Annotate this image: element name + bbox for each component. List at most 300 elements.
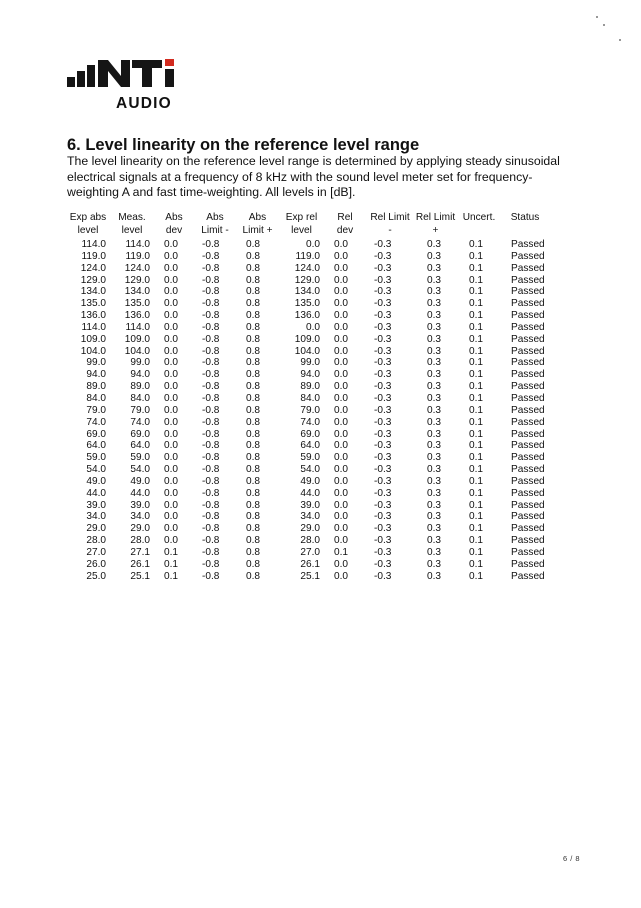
logo-subtext: AUDIO [116,95,172,112]
cell-abs-limit-plus: 0.8 [246,250,261,262]
cell-meas-level: 89.0 [130,381,150,393]
cell-rel-dev: 0.0 [334,369,349,381]
cell-meas-level: 79.0 [130,404,150,416]
cell-rel-limit-minus: -0.3 [374,392,392,404]
table-row [66,334,549,346]
cell-abs-dev: 0.0 [164,535,179,547]
cell-exp-abs-level: 114.0 [81,239,106,250]
cell-abs-dev: 0.0 [164,262,179,274]
cell-exp-abs-level: 25.0 [86,570,106,582]
cell-rel-limit-plus: 0.3 [427,440,442,452]
cell-meas-level: 29.0 [130,523,150,535]
cell-abs-dev: 0.0 [164,286,179,298]
cell-abs-limit-minus: -0.8 [202,310,220,322]
cell-rel-limit-minus: -0.3 [374,286,392,298]
header-rel-dev: Rel dev [336,212,354,236]
cell-abs-dev: 0.0 [164,404,179,416]
cell-uncert: 0.1 [469,274,484,286]
cell-rel-dev: 0.0 [334,298,349,310]
cell-rel-limit-plus: 0.3 [427,321,442,333]
cell-exp-rel-level: 26.1 [300,558,320,570]
cell-status: Passed [511,416,545,428]
table-row [66,263,549,275]
cell-abs-dev: 0.0 [164,499,179,511]
cell-abs-limit-plus: 0.8 [246,286,261,298]
cell-rel-limit-plus: 0.3 [427,416,442,428]
cell-meas-level: 136.0 [124,310,150,322]
cell-rel-limit-minus: -0.3 [374,404,392,416]
cell-exp-abs-level: 99.0 [86,357,106,369]
cell-rel-limit-plus: 0.3 [427,475,442,487]
cell-exp-rel-level: 134.0 [294,286,320,298]
cell-status: Passed [511,487,545,499]
table-row [66,251,549,263]
cell-abs-limit-plus: 0.8 [246,404,261,416]
cell-status: Passed [511,298,545,310]
header-abs-dev: Abs dev [165,212,183,236]
cell-exp-abs-level: 109.0 [80,333,106,345]
cell-rel-limit-plus: 0.3 [427,511,442,523]
cell-abs-dev: 0.0 [164,428,179,440]
level-linearity-table [66,212,549,582]
cell-rel-dev: 0.0 [334,392,349,404]
cell-rel-limit-minus: -0.3 [374,558,392,570]
cell-abs-limit-minus: -0.8 [202,345,220,357]
cell-rel-limit-plus: 0.3 [427,546,442,558]
table-row [66,511,549,523]
page-number: 6 / 8 [563,854,581,863]
cell-meas-level: 54.0 [130,464,150,476]
cell-abs-limit-plus: 0.8 [246,357,261,369]
cell-rel-dev: 0.0 [334,464,349,476]
cell-status: Passed [511,475,545,487]
cell-abs-limit-minus: -0.8 [202,535,220,547]
cell-uncert: 0.1 [469,558,484,570]
cell-abs-limit-plus: 0.8 [246,262,261,274]
cell-abs-dev: 0.0 [164,357,179,369]
cell-uncert: 0.1 [469,333,484,345]
cell-rel-limit-plus: 0.3 [427,523,442,535]
table-header-row [66,212,549,239]
cell-exp-rel-level: 84.0 [300,392,320,404]
cell-abs-limit-minus: -0.8 [202,511,220,523]
cell-abs-dev: 0.1 [164,546,179,558]
cell-abs-limit-minus: -0.8 [202,357,220,369]
cell-status: Passed [511,535,545,547]
cell-exp-rel-level: 44.0 [300,487,320,499]
table-row [66,310,549,322]
cell-rel-dev: 0.0 [334,381,349,393]
cell-abs-dev: 0.0 [164,381,179,393]
cell-uncert: 0.1 [469,475,484,487]
cell-abs-limit-plus: 0.8 [246,558,261,570]
cell-rel-limit-minus: -0.3 [374,274,392,286]
cell-status: Passed [511,558,545,570]
cell-exp-rel-level: 135.0 [294,298,320,310]
table-row [66,393,549,405]
cell-abs-limit-minus: -0.8 [202,523,220,535]
cell-exp-abs-level: 54.0 [86,464,106,476]
cell-abs-limit-plus: 0.8 [246,523,261,535]
cell-uncert: 0.1 [469,310,484,322]
cell-abs-limit-plus: 0.8 [246,274,261,286]
table-row [66,346,549,358]
cell-rel-limit-plus: 0.3 [427,369,442,381]
table-row [66,405,549,417]
cell-rel-dev: 0.0 [334,558,349,570]
cell-uncert: 0.1 [469,452,484,464]
cell-rel-limit-minus: -0.3 [374,511,392,523]
cell-rel-dev: 0.0 [334,345,349,357]
cell-exp-abs-level: 114.0 [81,321,106,333]
cell-exp-abs-level: 84.0 [86,392,106,404]
cell-rel-limit-plus: 0.3 [427,381,442,393]
cell-status: Passed [511,570,545,582]
cell-status: Passed [511,499,545,511]
cell-abs-limit-minus: -0.8 [202,286,220,298]
cell-exp-abs-level: 94.0 [86,369,106,381]
cell-status: Passed [511,523,545,535]
table-row [66,571,549,583]
cell-abs-limit-plus: 0.8 [246,546,261,558]
cell-abs-limit-minus: -0.8 [202,558,220,570]
cell-exp-rel-level: 28.0 [300,535,320,547]
cell-abs-limit-plus: 0.8 [246,345,261,357]
cell-exp-abs-level: 59.0 [86,452,106,464]
cell-abs-dev: 0.0 [164,310,179,322]
cell-rel-dev: 0.0 [334,487,349,499]
cell-abs-limit-plus: 0.8 [246,440,261,452]
cell-abs-limit-minus: -0.8 [202,250,220,262]
header-abs-limit-plus: Abs Limit + [242,212,273,236]
cell-abs-limit-plus: 0.8 [246,381,261,393]
cell-exp-abs-level: 136.0 [80,310,106,322]
header-abs-limit-minus: Abs Limit - [201,212,229,236]
cell-meas-level: 104.0 [124,345,150,357]
cell-rel-limit-plus: 0.3 [427,404,442,416]
cell-meas-level: 124.0 [124,262,150,274]
cell-exp-rel-level: 34.0 [300,511,320,523]
cell-meas-level: 28.0 [130,535,150,547]
cell-rel-limit-plus: 0.3 [427,570,442,582]
cell-status: Passed [511,452,545,464]
table-body [66,239,549,582]
table-row [66,476,549,488]
cell-meas-level: 129.0 [124,274,150,286]
cell-uncert: 0.1 [469,487,484,499]
cell-abs-limit-plus: 0.8 [246,487,261,499]
cell-abs-dev: 0.0 [164,523,179,535]
cell-rel-dev: 0.0 [334,333,349,345]
cell-status: Passed [511,239,545,250]
cell-abs-limit-plus: 0.8 [246,239,261,250]
cell-rel-limit-minus: -0.3 [374,345,392,357]
header-exp-abs-level: Exp abs level [69,212,107,236]
table-row [66,452,549,464]
cell-uncert: 0.1 [469,298,484,310]
cell-abs-limit-minus: -0.8 [202,333,220,345]
cell-rel-dev: 0.0 [334,404,349,416]
cell-rel-limit-minus: -0.3 [374,487,392,499]
cell-rel-limit-plus: 0.3 [427,558,442,570]
cell-meas-level: 94.0 [130,369,150,381]
cell-rel-limit-minus: -0.3 [374,570,392,582]
table-row [66,417,549,429]
table-row [66,369,549,381]
cell-uncert: 0.1 [469,321,484,333]
cell-abs-limit-minus: -0.8 [202,499,220,511]
cell-exp-abs-level: 49.0 [86,475,106,487]
cell-abs-dev: 0.0 [164,392,179,404]
nti-audio-logo [66,56,196,112]
cell-abs-limit-minus: -0.8 [202,428,220,440]
cell-abs-limit-plus: 0.8 [246,428,261,440]
cell-uncert: 0.1 [469,428,484,440]
cell-status: Passed [511,440,545,452]
scan-mark [603,24,605,26]
cell-exp-abs-level: 135.0 [80,298,106,310]
table-row [66,357,549,369]
cell-rel-dev: 0.0 [334,523,349,535]
table-row [66,523,549,535]
header-exp-rel-level: Exp rel level [285,212,318,236]
cell-rel-limit-plus: 0.3 [427,239,442,250]
cell-exp-abs-level: 74.0 [86,416,106,428]
cell-rel-limit-plus: 0.3 [427,428,442,440]
cell-exp-rel-level: 89.0 [300,381,320,393]
cell-meas-level: 69.0 [130,428,150,440]
cell-meas-level: 135.0 [124,298,150,310]
cell-exp-abs-level: 79.0 [86,404,106,416]
cell-abs-limit-plus: 0.8 [246,333,261,345]
cell-meas-level: 27.1 [130,546,150,558]
table-row [66,547,549,559]
cell-abs-dev: 0.0 [164,345,179,357]
table-row [66,500,549,512]
cell-abs-limit-plus: 0.8 [246,321,261,333]
cell-exp-rel-level: 136.0 [294,310,320,322]
cell-rel-limit-minus: -0.3 [374,310,392,322]
cell-rel-limit-minus: -0.3 [374,357,392,369]
table-row [66,559,549,571]
header-rel-limit-plus: Rel Limit + [415,212,456,236]
cell-uncert: 0.1 [469,262,484,274]
cell-status: Passed [511,392,545,404]
cell-exp-rel-level: 59.0 [300,452,320,464]
table-row [66,239,549,251]
cell-abs-limit-minus: -0.8 [202,475,220,487]
cell-status: Passed [511,404,545,416]
cell-rel-limit-minus: -0.3 [374,440,392,452]
cell-meas-level: 26.1 [130,558,150,570]
cell-exp-rel-level: 69.0 [300,428,320,440]
cell-abs-limit-minus: -0.8 [202,239,220,250]
table-row [66,535,549,547]
cell-abs-dev: 0.0 [164,440,179,452]
cell-abs-limit-minus: -0.8 [202,298,220,310]
cell-rel-limit-plus: 0.3 [427,286,442,298]
cell-status: Passed [511,369,545,381]
cell-abs-dev: 0.0 [164,369,179,381]
cell-rel-limit-minus: -0.3 [374,381,392,393]
cell-rel-limit-minus: -0.3 [374,250,392,262]
cell-abs-dev: 0.0 [164,487,179,499]
cell-abs-limit-plus: 0.8 [246,511,261,523]
cell-rel-limit-minus: -0.3 [374,262,392,274]
cell-abs-limit-plus: 0.8 [246,535,261,547]
cell-rel-limit-minus: -0.3 [374,239,392,250]
cell-rel-dev: 0.0 [334,511,349,523]
table-row [66,488,549,500]
cell-abs-limit-minus: -0.8 [202,404,220,416]
cell-rel-limit-minus: -0.3 [374,428,392,440]
cell-status: Passed [511,333,545,345]
cell-rel-dev: 0.0 [334,239,349,250]
cell-status: Passed [511,345,545,357]
cell-abs-dev: 0.1 [164,558,179,570]
cell-uncert: 0.1 [469,416,484,428]
cell-uncert: 0.1 [469,345,484,357]
cell-rel-dev: 0.0 [334,357,349,369]
cell-status: Passed [511,428,545,440]
cell-meas-level: 39.0 [130,499,150,511]
cell-exp-rel-level: 129.0 [294,274,320,286]
cell-abs-limit-minus: -0.8 [202,274,220,286]
cell-uncert: 0.1 [469,523,484,535]
cell-status: Passed [511,310,545,322]
scan-mark [619,39,621,41]
cell-uncert: 0.1 [469,357,484,369]
cell-meas-level: 114.0 [125,321,150,333]
cell-meas-level: 59.0 [130,452,150,464]
cell-status: Passed [511,250,545,262]
cell-abs-limit-plus: 0.8 [246,499,261,511]
cell-abs-limit-plus: 0.8 [246,298,261,310]
cell-rel-limit-minus: -0.3 [374,464,392,476]
cell-exp-abs-level: 29.0 [86,523,106,535]
cell-rel-limit-minus: -0.3 [374,535,392,547]
cell-rel-limit-plus: 0.3 [427,262,442,274]
cell-rel-limit-plus: 0.3 [427,274,442,286]
cell-abs-limit-minus: -0.8 [202,416,220,428]
cell-status: Passed [511,546,545,558]
cell-exp-rel-level: 94.0 [300,369,320,381]
cell-meas-level: 114.0 [125,239,150,250]
cell-abs-limit-minus: -0.8 [202,452,220,464]
cell-abs-dev: 0.0 [164,250,179,262]
cell-abs-limit-minus: -0.8 [202,392,220,404]
cell-rel-limit-plus: 0.3 [427,333,442,345]
cell-rel-limit-minus: -0.3 [374,546,392,558]
cell-abs-dev: 0.0 [164,452,179,464]
cell-rel-dev: 0.0 [334,570,349,582]
cell-rel-limit-plus: 0.3 [427,298,442,310]
cell-abs-limit-minus: -0.8 [202,381,220,393]
cell-abs-dev: 0.1 [164,570,179,582]
cell-exp-abs-level: 119.0 [81,250,106,262]
cell-exp-rel-level: 49.0 [300,475,320,487]
cell-rel-limit-minus: -0.3 [374,333,392,345]
cell-abs-dev: 0.0 [164,321,179,333]
cell-abs-limit-plus: 0.8 [246,475,261,487]
cell-rel-dev: 0.1 [334,546,349,558]
cell-rel-limit-minus: -0.3 [374,499,392,511]
cell-abs-limit-plus: 0.8 [246,570,261,582]
cell-abs-limit-minus: -0.8 [202,440,220,452]
cell-uncert: 0.1 [469,570,484,582]
cell-exp-rel-level: 74.0 [300,416,320,428]
cell-meas-level: 109.0 [124,333,150,345]
cell-exp-rel-level: 25.1 [300,570,320,582]
cell-meas-level: 64.0 [130,440,150,452]
cell-exp-abs-level: 89.0 [86,381,106,393]
cell-exp-abs-level: 27.0 [86,546,106,558]
cell-exp-rel-level: 104.0 [294,345,320,357]
cell-uncert: 0.1 [469,286,484,298]
table-row [66,298,549,310]
cell-rel-limit-minus: -0.3 [374,369,392,381]
cell-uncert: 0.1 [469,464,484,476]
cell-rel-limit-minus: -0.3 [374,321,392,333]
cell-exp-rel-level: 79.0 [300,404,320,416]
cell-abs-limit-minus: -0.8 [202,321,220,333]
cell-rel-dev: 0.0 [334,262,349,274]
table-row [66,275,549,287]
table-row [66,322,549,334]
cell-exp-abs-level: 104.0 [80,345,106,357]
cell-exp-abs-level: 39.0 [86,499,106,511]
cell-uncert: 0.1 [469,404,484,416]
cell-uncert: 0.1 [469,535,484,547]
cell-exp-abs-level: 64.0 [86,440,106,452]
cell-rel-dev: 0.0 [334,416,349,428]
cell-uncert: 0.1 [469,250,484,262]
cell-abs-limit-plus: 0.8 [246,369,261,381]
cell-abs-dev: 0.0 [164,333,179,345]
header-rel-limit-minus: Rel Limit - [370,212,410,236]
header-status: Status [510,212,540,223]
cell-rel-limit-minus: -0.3 [374,416,392,428]
cell-exp-rel-level: 27.0 [300,546,320,558]
cell-rel-limit-plus: 0.3 [427,535,442,547]
cell-exp-rel-level: 109.0 [294,333,320,345]
cell-status: Passed [511,286,545,298]
cell-exp-rel-level: 124.0 [294,262,320,274]
cell-exp-rel-level: 54.0 [300,464,320,476]
cell-exp-abs-level: 28.0 [86,535,106,547]
cell-rel-dev: 0.0 [334,321,349,333]
cell-abs-limit-minus: -0.8 [202,487,220,499]
table-row [66,381,549,393]
cell-rel-limit-plus: 0.3 [427,310,442,322]
cell-abs-dev: 0.0 [164,416,179,428]
header-meas-level: Meas. level [118,212,146,236]
cell-rel-limit-plus: 0.3 [427,487,442,499]
cell-abs-limit-minus: -0.8 [202,262,220,274]
cell-exp-rel-level: 0.0 [305,239,320,250]
cell-rel-dev: 0.0 [334,286,349,298]
cell-abs-limit-minus: -0.8 [202,570,220,582]
cell-rel-limit-minus: -0.3 [374,298,392,310]
cell-rel-limit-minus: -0.3 [374,475,392,487]
cell-rel-limit-plus: 0.3 [427,250,442,262]
cell-abs-dev: 0.0 [164,475,179,487]
cell-abs-limit-minus: -0.8 [202,546,220,558]
cell-uncert: 0.1 [469,499,484,511]
cell-rel-dev: 0.0 [334,310,349,322]
cell-uncert: 0.1 [469,369,484,381]
cell-uncert: 0.1 [469,440,484,452]
